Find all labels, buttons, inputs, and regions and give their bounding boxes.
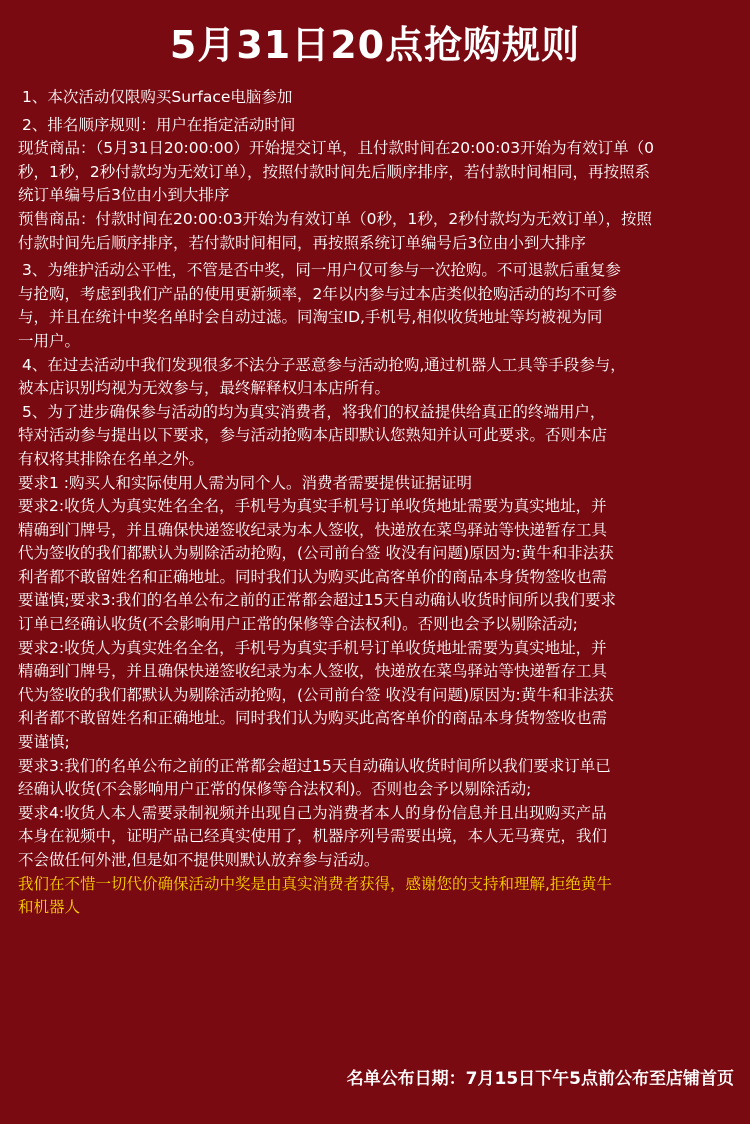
rule-5-line-2: 特对活动参与提出以下要求，参与活动抢购本店即默认您熟知并认可此要求。否则本店: [18, 426, 608, 445]
rule-2-presale-line-2: 付款时间先后顺序排序，若付款时间相同，再按照系统订单编号后3位由小到大排序: [18, 233, 586, 252]
rule-3-line-2: 与抢购，考虑到我们产品的使用更新频率，2年以内参与过本店类似抢购活动的均不可参: [18, 284, 617, 303]
requirement-4-line-1: 要求4:收货人本人需要录制视频并出现自己为消费者本人的身份信息并且出现购买产品: [18, 803, 607, 822]
rule-2-line: 2、排名顺序规则：用户在指定活动时间: [22, 115, 296, 134]
requirement-4-line-3: 不会做任何外泄,但是如不提供则默认放弃参与活动。: [18, 851, 380, 869]
requirement-2a-line-3: 代为签收的我们都默认为剔除活动抢购，(公司前台签 收没有问题)原因为:黄牛和非法获: [18, 544, 614, 563]
requirement-2a-line-1: 要求2:收货人为真实姓名全名，手机号为真实手机号订单收货地址需要为真实地址，并: [18, 497, 607, 516]
requirement-4-line-2: 本身在视频中，证明产品已经真实使用了，机器序列号需要出境，本人无马赛克，我们: [18, 827, 608, 846]
rules-body: [18, 86, 732, 920]
rule-4-line-1: 4、在过去活动中我们发现很多不法分子恶意参与活动抢购,通过机器人工具等手段参与，: [22, 355, 626, 374]
requirement-2b-line-3: 代为签收的我们都默认为剔除活动抢购，(公司前台签 收没有问题)原因为:黄牛和非法获: [18, 685, 614, 704]
rule-2-presale-line-1: 预售商品：付款时间在20:00:03开始为有效订单（0秒，1秒，2秒付款均为无效订单），按照: [18, 209, 652, 228]
rule-1-line: 1、本次活动仅限购买Surface电脑参加: [22, 88, 293, 106]
requirement-1-line: 要求1 :购买人和实际使用人需为同个人。消费者需要提供证据证明: [18, 473, 473, 492]
requirement-2b-line-1: 要求2:收货人为真实姓名全名，手机号为真实手机号订单收货地址需要为真实地址，并: [18, 638, 607, 657]
requirement-2a-line-6: 订单已经确认收货(不会影响用户正常的保修等合法权利)。否则也会予以剔除活动;: [18, 615, 578, 634]
rule-5-line-1: 5、为了进步确保参与活动的均为真实消费者，将我们的权益提供给真正的终端用户，: [22, 402, 606, 421]
rule-2-spot-line-1: 现货商品：（5月31日20:00:00）开始提交订单，且付款时间在20:00:03开始为有效订单（0: [18, 139, 654, 158]
requirement-3-line-1: 要求3:我们的名单公布之前的正常都会超过15天自动确认收货时间所以我们要求订单已: [18, 756, 611, 775]
rule-3-line-4: 一用户。: [18, 331, 81, 350]
requirement-3-line-2: 经确认收货(不会影响用户正常的保修等合法权利)。否则也会予以剔除活动;: [18, 780, 532, 799]
rule-5-line-3: 有权将其排除在名单之外。: [18, 449, 205, 468]
rule-4-line-2: 被本店识别均视为无效参与，最终解释权归本店所有。: [18, 379, 391, 398]
requirement-2b-line-5: 要谨慎;: [18, 733, 70, 752]
requirement-2a-line-4: 利者都不敢留姓名和正确地址。同时我们认为购买此高客单价的商品本身货物签收也需: [18, 567, 608, 586]
rule-3-line-3: 与，并且在统计中奖名单时会自动过滤。同淘宝ID,手机号,相似收货地址等均被视为同: [18, 308, 603, 327]
rule-3-line-1: 3、为维护活动公平性，不管是否中奖，同一用户仅可参与一次抢购。不可退款后重复参: [22, 261, 621, 280]
rule-2-spot-line-3: 统订单编号后3位由小到大排序: [18, 186, 230, 205]
page-title: 5月31日20点抢购规则: [169, 23, 581, 67]
requirement-2a-line-2: 精确到门牌号，并且确保快递签收纪录为本人签收，快递放在菜鸟驿站等快递暂存工具: [18, 520, 608, 539]
requirement-2b-line-2: 精确到门牌号，并且确保快递签收纪录为本人签收，快递放在菜鸟驿站等快递暂存工具: [18, 662, 608, 681]
requirement-2b-line-4: 利者都不敢留姓名和正确地址。同时我们认为购买此高客单价的商品本身货物签收也需: [18, 709, 608, 728]
highlight-statement-line-1: 我们在不惜一切代价确保活动中奖是由真实消费者获得，感谢您的支持和理解,拒绝黄牛: [18, 874, 612, 893]
highlight-statement-line-2: 和机器人: [18, 898, 81, 917]
requirement-2a-line-5: 要谨慎;要求3:我们的名单公布之前的正常都会超过15天自动确认收货时间所以我们要求: [18, 591, 617, 610]
publish-date-note: 名单公布日期：7月15日下午5点前公布至店铺首页: [346, 1069, 734, 1089]
rule-2-spot-line-2: 秒，1秒，2秒付款均为无效订单），按照付款时间先后顺序排序，若付款时间相同，再按照系: [18, 162, 650, 181]
